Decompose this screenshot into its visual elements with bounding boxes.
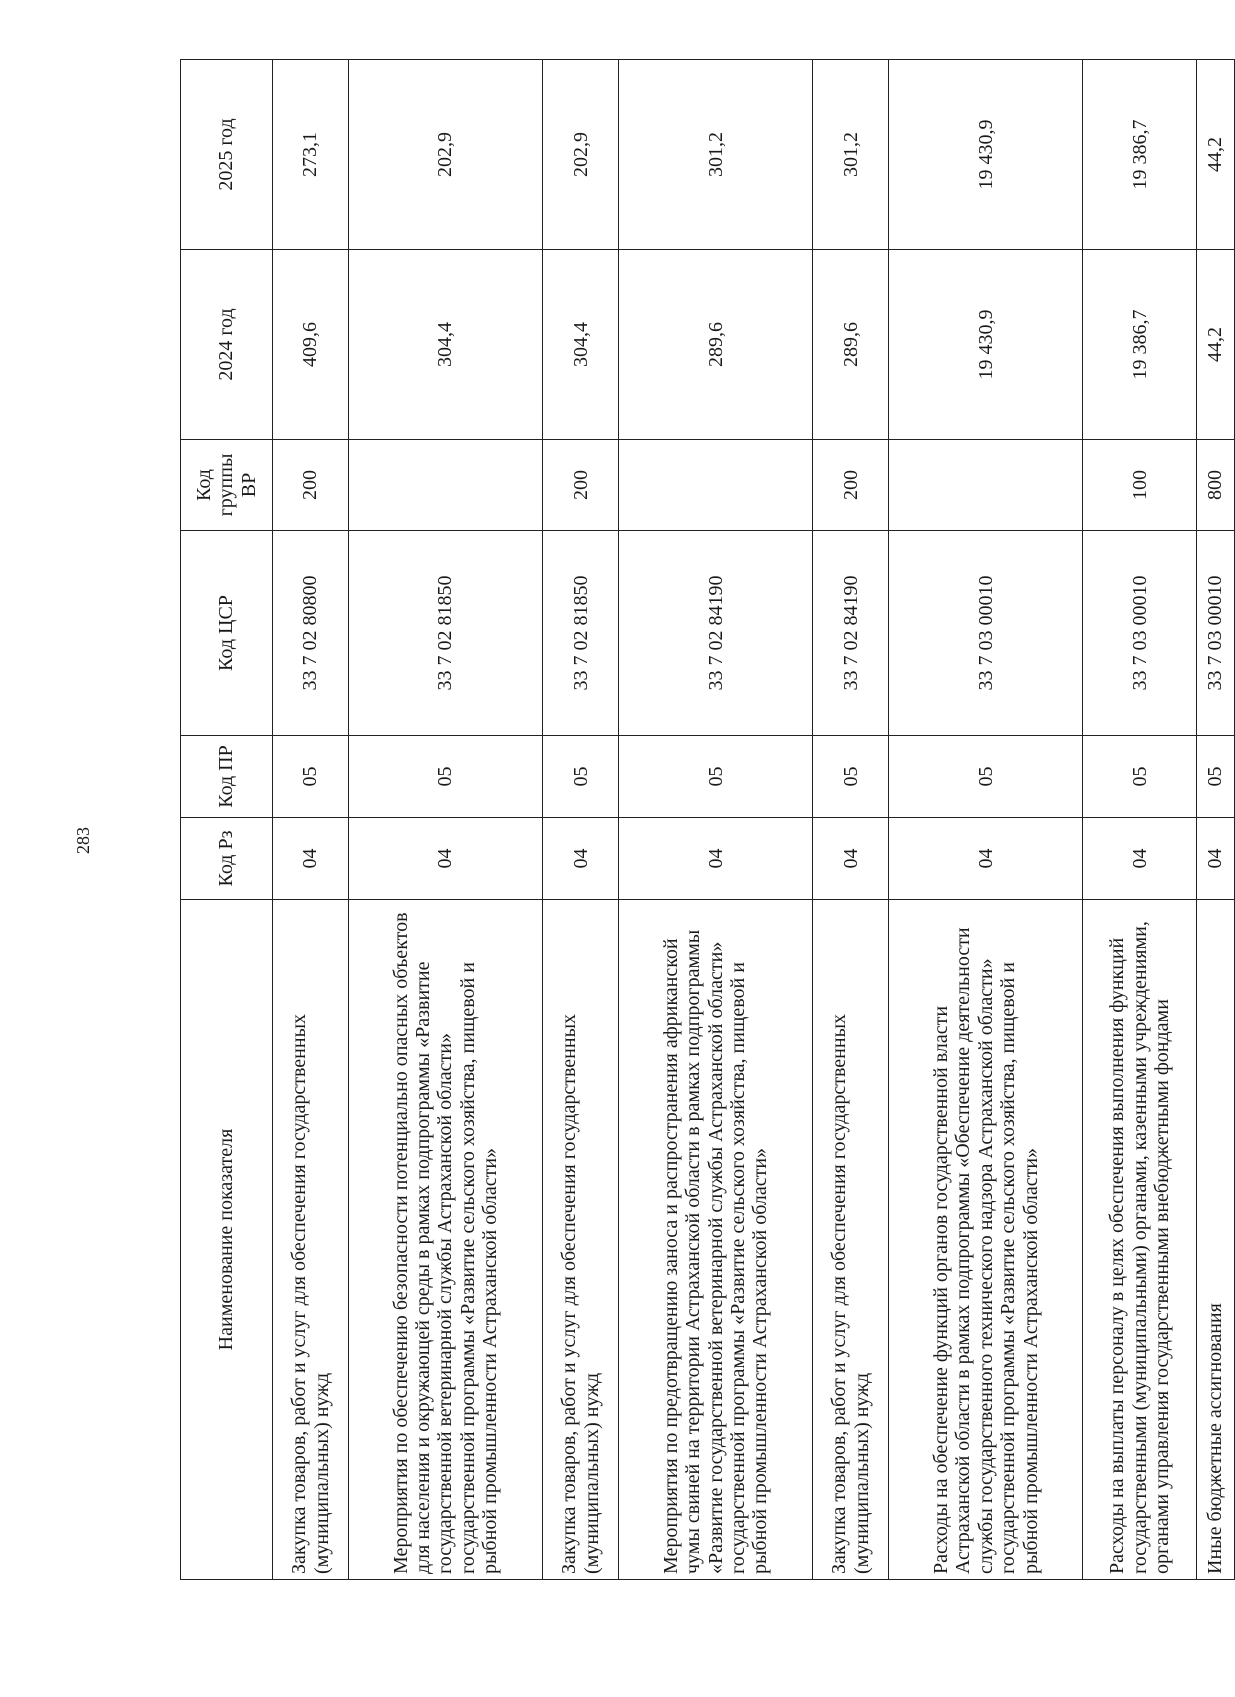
budget-table xyxy=(180,59,1235,1580)
header-2025: 2025 год xyxy=(181,60,273,250)
table-row xyxy=(1197,60,1235,1580)
row-2024: 289,6 xyxy=(813,250,889,440)
row-2025: 44,2 xyxy=(1197,60,1235,250)
row-rz: 04 xyxy=(619,818,813,900)
row-rz: 04 xyxy=(543,818,619,900)
row-vr: 100 xyxy=(1083,440,1197,531)
row-vr xyxy=(889,440,1083,531)
row-rz: 04 xyxy=(1083,818,1197,900)
row-vr: 200 xyxy=(273,440,349,531)
row-pr: 05 xyxy=(813,736,889,818)
row-csr: 33 7 02 80800 xyxy=(273,531,349,736)
table-row xyxy=(1083,60,1197,1580)
table-row xyxy=(543,60,619,1580)
row-2024: 289,6 xyxy=(619,250,813,440)
row-csr: 33 7 03 00010 xyxy=(1083,531,1197,736)
row-rz: 04 xyxy=(349,818,543,900)
table-row xyxy=(619,60,813,1580)
row-rz: 04 xyxy=(273,818,349,900)
row-2025: 202,9 xyxy=(349,60,543,250)
row-pr: 05 xyxy=(889,736,1083,818)
header-2024: 2024 год xyxy=(181,250,273,440)
row-rz: 04 xyxy=(889,818,1083,900)
row-name: Мероприятия по предотвращению заноса и распространения африканской чумы свиней на территории Астраханской области в рамках подпрограммы «Развитие государственной ветеринарной службы Астраханской области» государственной программы «Развитие сельского хозяйства, пищевой и рыбной промышленности Астраханской области» xyxy=(619,900,813,1580)
header-pr: Код ПР xyxy=(181,736,273,818)
row-2024: 19 386,7 xyxy=(1083,250,1197,440)
row-name: Мероприятия по обеспечению безопасности потенциально опасных объектов для населения и окружающей среды в рамках подпрограммы «Развитие государственной ветеринарной службы Астраханской области» государственной программы «Развитие сельского хозяйства, пищевой и рыбной промышленности Астраханской области» xyxy=(349,900,543,1580)
row-2024: 44,2 xyxy=(1197,250,1235,440)
row-2024: 304,4 xyxy=(349,250,543,440)
row-name: Закупка товаров, работ и услуг для обеспечения государственных (муниципальных) нужд xyxy=(543,900,619,1580)
row-name: Иные бюджетные ассигнования xyxy=(1197,900,1235,1580)
row-csr: 33 7 02 84190 xyxy=(619,531,813,736)
page-number: 283 xyxy=(73,827,93,854)
row-vr: 200 xyxy=(813,440,889,531)
row-name: Расходы на обеспечение функций органов государственной власти Астраханской области в рамках подпрограммы «Обеспечение деятельности службы государственного технического надзора Астраханской области» государственной программы «Развитие сельского хозяйства, пищевой и рыбной промышленности Астраханской области» xyxy=(889,900,1083,1580)
row-pr: 05 xyxy=(1197,736,1235,818)
row-pr: 05 xyxy=(543,736,619,818)
table-row xyxy=(889,60,1083,1580)
rotated-table-container xyxy=(180,60,1235,1580)
row-vr: 200 xyxy=(543,440,619,531)
table-header-row xyxy=(181,60,273,1580)
row-2025: 273,1 xyxy=(273,60,349,250)
row-2025: 19 430,9 xyxy=(889,60,1083,250)
row-vr xyxy=(619,440,813,531)
header-vr: Код группы ВР xyxy=(181,440,273,531)
row-2025: 19 386,7 xyxy=(1083,60,1197,250)
row-2025: 301,2 xyxy=(619,60,813,250)
row-csr: 33 7 02 81850 xyxy=(543,531,619,736)
row-csr: 33 7 02 81850 xyxy=(349,531,543,736)
table-row xyxy=(813,60,889,1580)
table-row xyxy=(273,60,349,1580)
row-rz: 04 xyxy=(813,818,889,900)
row-2025: 301,2 xyxy=(813,60,889,250)
row-pr: 05 xyxy=(619,736,813,818)
row-name: Расходы на выплаты персоналу в целях обеспечения выполнения функций государственными (муниципальными) органами, казенными учреждениями, органами управления государственными внебюджетными фондами xyxy=(1083,900,1197,1580)
row-csr: 33 7 03 00010 xyxy=(889,531,1083,736)
row-name: Закупка товаров, работ и услуг для обеспечения государственных (муниципальных) нужд xyxy=(273,900,349,1580)
table-row xyxy=(349,60,543,1580)
row-pr: 05 xyxy=(349,736,543,818)
row-2024: 304,4 xyxy=(543,250,619,440)
row-rz: 04 xyxy=(1197,818,1235,900)
header-name: Наименование показателя xyxy=(181,900,273,1580)
row-vr xyxy=(349,440,543,531)
row-pr: 05 xyxy=(273,736,349,818)
row-vr: 800 xyxy=(1197,440,1235,531)
header-rz: Код Рз xyxy=(181,818,273,900)
row-2024: 19 430,9 xyxy=(889,250,1083,440)
row-2025: 202,9 xyxy=(543,60,619,250)
header-csr: Код ЦСР xyxy=(181,531,273,736)
row-csr: 33 7 03 00010 xyxy=(1197,531,1235,736)
row-pr: 05 xyxy=(1083,736,1197,818)
row-2024: 409,6 xyxy=(273,250,349,440)
row-name: Закупка товаров, работ и услуг для обеспечения государственных (муниципальных) нужд xyxy=(813,900,889,1580)
row-csr: 33 7 02 84190 xyxy=(813,531,889,736)
